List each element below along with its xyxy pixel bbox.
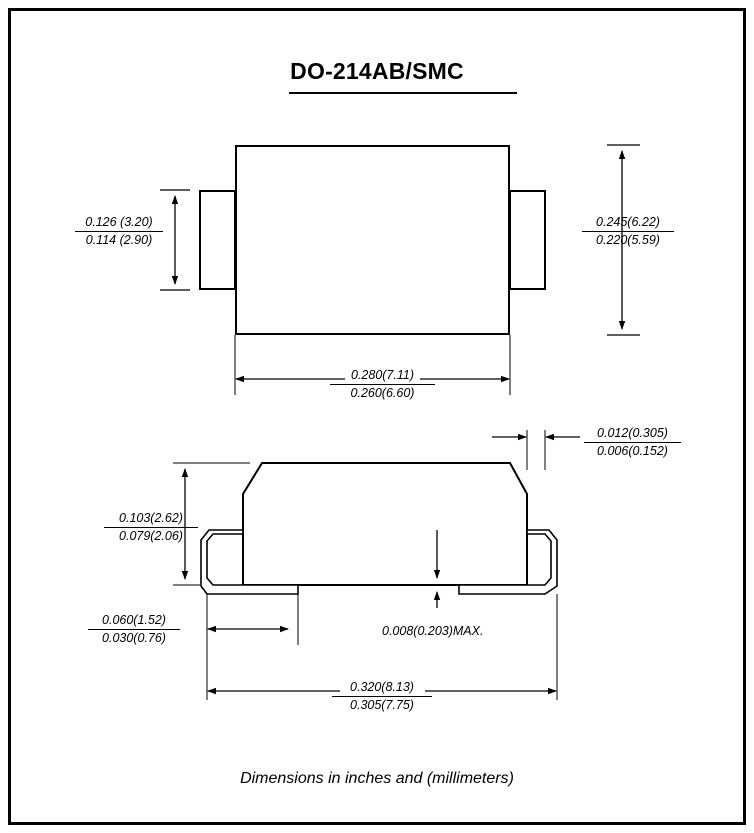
dim-standoff: 0.008(0.203)MAX. (382, 624, 484, 638)
top-view-right-lead (509, 190, 546, 290)
dim-body-height-upper: 0.245(6.22) (596, 215, 660, 229)
dim-lead-thickness (584, 426, 681, 459)
top-view-body (235, 145, 510, 335)
dim-lead-height-lower: 0.114 (2.90) (85, 233, 153, 247)
title-underline (289, 92, 517, 94)
diagram-caption: Dimensions in inches and (millimeters) (240, 770, 514, 787)
dim-foot-length-lower: 0.030(0.76) (102, 631, 166, 645)
dim-overall-length-lower: 0.305(7.75) (350, 698, 414, 712)
dim-lead-height-upper: 0.126 (3.20) (85, 215, 153, 229)
dim-foot-length-upper: 0.060(1.52) (102, 613, 166, 627)
dim-body-width-lower: 0.260(6.60) (350, 386, 415, 400)
dim-lead-thickness-lower: 0.006(0.152) (597, 444, 668, 458)
dim-overall-length (332, 680, 432, 713)
dim-body-thickness-lower: 0.079(2.06) (119, 529, 183, 543)
dim-body-height (582, 215, 674, 248)
dim-foot-length (88, 613, 180, 646)
dim-body-height-lower: 0.220(5.59) (596, 233, 660, 247)
dim-lead-thickness-upper: 0.012(0.305) (597, 426, 668, 440)
page-title: DO-214AB/SMC (290, 58, 464, 84)
dim-body-width-upper: 0.280(7.11) (350, 368, 414, 382)
dim-overall-length-upper: 0.320(8.13) (350, 680, 414, 694)
dim-body-thickness (104, 511, 198, 544)
top-view-left-lead (199, 190, 236, 290)
dim-lead-height (75, 215, 163, 248)
dim-body-thickness-upper: 0.103(2.62) (119, 511, 183, 525)
dim-body-width (330, 368, 435, 401)
